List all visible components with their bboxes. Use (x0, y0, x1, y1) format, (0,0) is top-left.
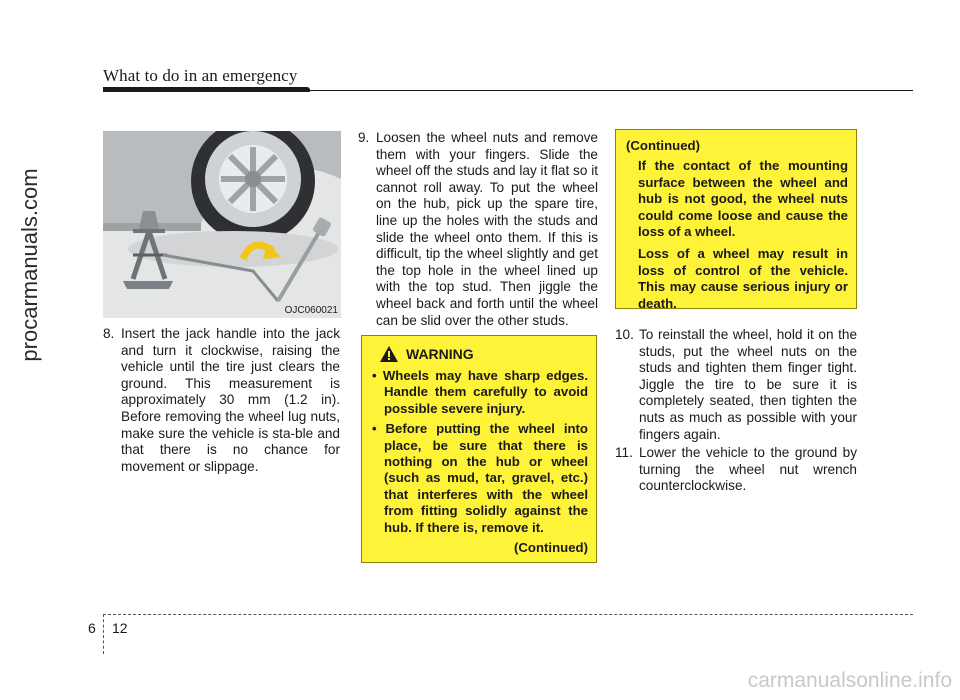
step-11 (615, 445, 857, 495)
step-8 (103, 326, 340, 475)
warning-item-text: Before putting the wheel into place, be sure that there is nothing on the hub or wheel (such as mud, tar, gravel, etc.) that interferes with the wheel from fitting solidly against the hub. If there is, remove it. (384, 421, 588, 535)
side-watermark: procarmanuals.com (17, 168, 42, 362)
step-text: To reinstall the wheel, hold it on the studs, put the wheel nuts on the studs and tighten them finger tight. Jiggle the tire to be sure it is completely seated, then tighten the nuts as much as possible with your fingers again. (639, 327, 857, 442)
step-text: Lower the vehicle to the ground by turning the wheel nut wrench counterclockwise. (639, 445, 857, 494)
warning-title: WARNING (406, 346, 474, 362)
continued-paragraph: If the contact of the mounting surface between the wheel and hub is not good, the wheel nuts could come loose and cause the loss of a wheel. (638, 158, 848, 240)
bottom-watermark: carmanualsonline.info (747, 669, 952, 692)
continued-paragraph: Loss of a wheel may result in loss of control of the vehicle. This may cause serious injury or death. (638, 246, 848, 311)
step-text: Insert the jack handle into the jack and turn it clockwise, raising the vehicle until the tire just clears the ground. This measurement is approximately 30 mm (1.2 in). Before removing the wheel lug nuts, make sure the vehicle is sta-ble and that there is no chance for movement or slippage. (121, 326, 340, 474)
warning-box (361, 335, 597, 563)
step-number: 9. (358, 130, 370, 145)
continued-warning-box (615, 129, 857, 309)
header-rule-thin (103, 90, 913, 91)
warning-header (380, 346, 588, 362)
warning-triangle-icon (380, 346, 398, 362)
page-number: 12 (112, 620, 128, 636)
step-number: 11. (615, 445, 633, 461)
jack-wheel-drawing (103, 131, 341, 318)
warning-item: • Before putting the wheel into place, be sure that there is nothing on the hub or wheel (such as mud, tar, gravel, etc.) that interferes with the wheel from fitting solidly against the hub. If there is, remove it. (372, 421, 588, 535)
step-9 (358, 130, 598, 329)
jack-illustration (103, 131, 341, 318)
steps-10-11 (615, 327, 857, 495)
warning-continued: (Continued) (514, 540, 588, 556)
warning-list (370, 368, 588, 536)
step-number: 10. (615, 327, 634, 342)
footer-rule (103, 614, 913, 615)
figure-caption: OJC060021 (284, 305, 338, 316)
step-number: 8. (103, 326, 115, 341)
chapter-number: 6 (88, 620, 96, 636)
step-text: Loosen the wheel nuts and remove them with your fingers. Slide the wheel off the studs and lay it flat so it cannot roll away. To put the wheel on the hub, pick up the spare tire, line up the holes with the studs and slide the wheel onto them. If this is difficult, tip the wheel slightly and get the top hole in the wheel lined up with the top stud. Then jiggle the wheel back and forth until the wheel can be slid over the other studs. (376, 130, 598, 328)
warning-item: • Wheels may have sharp edges. Handle them carefully to avoid possible severe injury. (372, 368, 589, 416)
section-title: What to do in an emergency (103, 66, 298, 85)
continued-heading: (Continued) (626, 138, 700, 153)
warning-item-text: Wheels may have sharp edges. Handle them carefully to avoid possible severe injury. (382, 368, 589, 416)
footer-divider (103, 614, 104, 654)
step-10 (615, 327, 857, 443)
